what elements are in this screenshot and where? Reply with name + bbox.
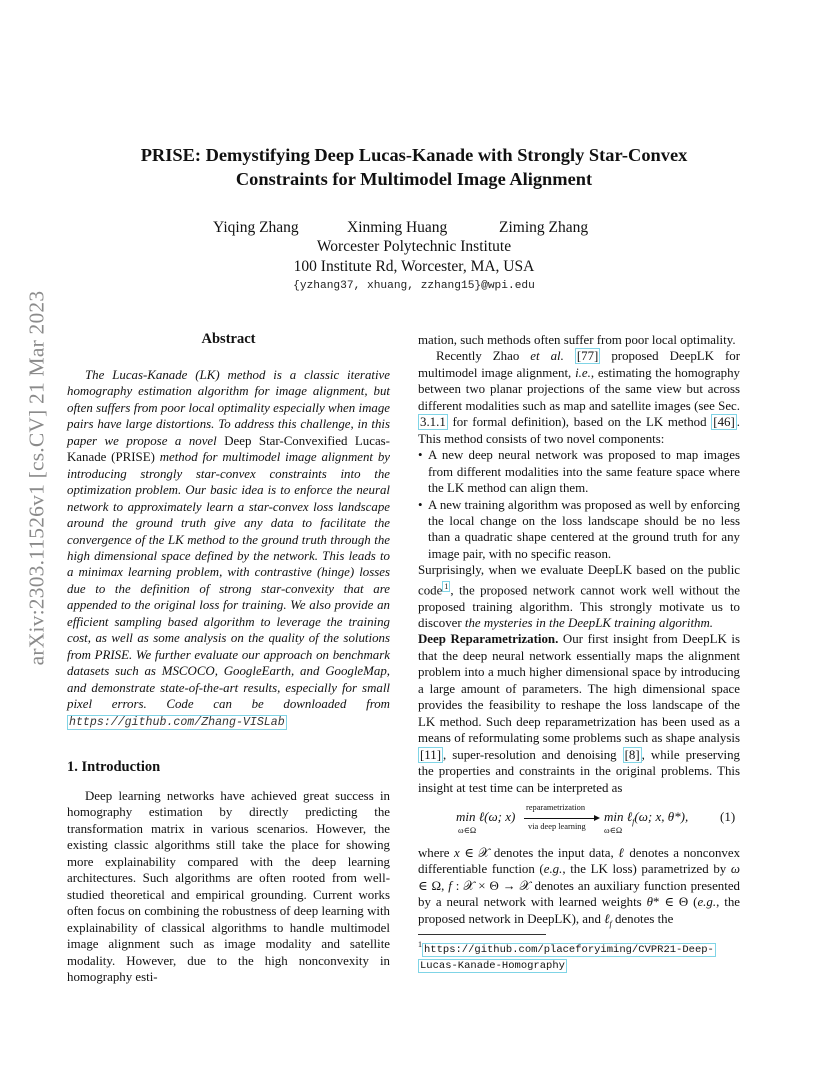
- text: Surprisingly, when we evaluate DeepLK based on the public code: [418, 563, 740, 598]
- intro-body: [67, 788, 390, 985]
- paper-title: [68, 143, 760, 191]
- author-3: Ziming Zhang: [499, 219, 589, 236]
- list-item-text: A new deep neural network was proposed to map images from different modalities into the same feature space where the LK method can align them.: [428, 448, 740, 496]
- paragraph-heading: Deep Reparametrization.: [418, 632, 559, 647]
- text: , the proposed network in DeepLK), and: [418, 895, 740, 926]
- equation-number: (1): [720, 809, 736, 824]
- footnote-ref-1[interactable]: 1: [444, 581, 449, 591]
- text: , while preserving the properties and constraints in the original problems. This insight at test time can be interpreted as: [418, 747, 740, 795]
- equation-1: [418, 805, 740, 841]
- bullet-icon: •: [418, 448, 423, 463]
- citation-11[interactable]: [11]: [420, 747, 441, 762]
- text-italic: the mysteries in the DeepLK training algorithm.: [464, 616, 714, 630]
- component-list: [418, 447, 740, 562]
- abstract-heading: Abstract: [201, 331, 256, 347]
- citation-46[interactable]: [46]: [713, 415, 735, 430]
- footnote-divider: [418, 934, 546, 935]
- right-column: [418, 332, 740, 796]
- section-ref-3-1-1[interactable]: 3.1.1: [420, 415, 446, 430]
- equation-lhs: min ℓ(ω; x): [456, 809, 516, 824]
- text: . This method consists of two novel components:: [418, 415, 740, 446]
- equation-lhs-subscript: ω∈Ω: [458, 825, 477, 835]
- text: denotes the: [611, 911, 674, 926]
- footnote-link-part-2[interactable]: Lucas-Kanade-Homography: [420, 959, 565, 972]
- author-1: Yiqing Zhang: [213, 219, 299, 236]
- text: where: [418, 846, 454, 860]
- text: Recently Zhao: [436, 349, 531, 364]
- footnote-1: [418, 937, 748, 974]
- text-italic: i.e.: [575, 365, 591, 380]
- text: proposed DeepLK for multimodel image alignment,: [418, 349, 740, 380]
- code-link[interactable]: https://github.com/Zhang-VISLab: [69, 715, 285, 729]
- equation-rhs: min ℓ$_f$(ω; x, θ*),: [604, 809, 689, 827]
- text: , super-resolution and denoising: [443, 747, 623, 762]
- affiliation: Worcester Polytechnic Institute: [316, 238, 512, 255]
- abstract-text-2: method for multimodel image alignment by introducing strongly star-convex constraints into the optimization problem. Our basic idea is to enforce the neural network to approximately learn a star-convex loss landscape around the ground truth give any data to facilitate the convergence of the LK method to the ground truth through the high dimensional space defined by the network. This leads to a minimax learning problem, with contrastive (hinge) losses due to the definition of strong star-convexity that are appended to the original loss for training. We also provide an efficient sampling based algorithm to leverage the training cost, as well as some analysis on the quality of the solutions from PRISE. We further evaluate our approach on benchmark datasets such as MSCOCO, GoogleEarth, and GoogleMap, and demonstrate state-of-the-art results, especially for small pixel errors. Code can be downloaded from: [67, 450, 390, 712]
- list-item: [418, 447, 740, 496]
- intro-paragraph: Deep learning networks have achieved great success in homography estimation by directly predicting the transformation matrix in various scenarios. However, the existing classic algorithms still take the place for showing more explainability compared with the deep learning architectures. Such algorithms are often rooted from well-studied theoretical and empirical grounding. Current works often focus on combining the robustness of deep learning with explainability of classical algorithms to handle multimodel image alignment such as image modality and satellite modality. However, due to the high nonconvexity in homography esti-: [67, 789, 390, 984]
- text-italic: et al.: [530, 349, 564, 364]
- text: (: [688, 895, 698, 910]
- title-line-2: Constraints for Multimodel Image Alignment: [235, 169, 593, 189]
- right-para-surprisingly: [418, 562, 740, 631]
- text: denotes a nonconvex differentiable function (: [418, 846, 741, 877]
- footnote-mark: 1: [418, 940, 422, 949]
- abstract-text-1: The Lucas-Kanade (LK) method is a classic iterative homography estimation algorithm for image alignment, but often suffers from poor local optimality especially when image pairs have large distortions. To address this challenge, in this paper we propose a novel: [67, 368, 390, 448]
- abstract-paragraph: [67, 367, 390, 731]
- citation-8[interactable]: [8]: [624, 747, 640, 762]
- arrow-line: [524, 818, 594, 819]
- equation-rhs-subscript: ω∈Ω: [604, 825, 623, 835]
- list-item: [418, 497, 740, 563]
- text-italic: e.g.: [697, 895, 717, 910]
- text: , the LK loss) parametrized by: [562, 862, 731, 877]
- author-emails: {yzhang37, xhuang, zzhang15}@wpi.edu: [293, 280, 535, 292]
- right-para-reparametrization: [418, 631, 740, 796]
- abstract-body: [67, 367, 390, 731]
- equation-rhs-min: min ℓ: [604, 809, 633, 824]
- list-item-text: A new training algorithm was proposed as well by enforcing the local change on the loss landscape should be no less than a quadratic shape centered at the ground truth for any image pair, with no specific reason.: [428, 497, 740, 561]
- text-italic: e.g.: [543, 862, 563, 877]
- arrow-label-top: reparametrization: [526, 803, 586, 812]
- arrow-head-icon: [594, 815, 600, 821]
- text: Our first insight from DeepLK is that the deep neural network essentially maps the alignment problem into a much higher dimensional space by introducing a large amount of parameters. The high dimensional space provides the feasibility to reshape the loss landscape of the LK method. Such deep reparametrization has been used as a means of reformulating some problems such as shape analysis: [418, 632, 741, 746]
- arrow-label-bottom: via deep learning: [528, 822, 586, 831]
- address: 100 Institute Rd, Worcester, MA, USA: [293, 258, 535, 275]
- text: denotes an auxiliary function presented by a neural network with learned weights: [418, 878, 740, 910]
- title-line-1: PRISE: Demystifying Deep Lucas-Kanade with Strongly Star-Convex: [140, 145, 688, 165]
- right-para-where: where x ∈ 𝒳 denotes the input data, ℓ denotes a nonconvex differentiable function (e.g., the LK loss) parametrized by ω ∈ Ω, f : 𝒳 × Θ → 𝒳 denotes an auxiliary function presented by a neural network with learned weights θ* ∈ Θ (e.g., the proposed network in DeepLK), and ℓ$_f$ denotes the: [418, 846, 741, 929]
- abstract-method-name: Deep Star-Convexified Lucas-Kanade (PRISE): [67, 433, 390, 465]
- arxiv-identifier: [22, 282, 52, 674]
- text: for formal definition), based on the LK method: [447, 415, 712, 430]
- author-2: Xinming Huang: [347, 219, 448, 236]
- right-para-deeplk: [418, 348, 740, 447]
- text: denotes the input data,: [489, 846, 619, 860]
- footnote-link-part-1[interactable]: https://github.com/placeforyiming/CVPR21-Deep-: [424, 943, 714, 956]
- right-column-after-equation: [418, 845, 740, 933]
- right-para-continuation: mation, such methods often suffer from poor local optimality.: [418, 333, 736, 347]
- section-heading-introduction: 1. Introduction: [67, 759, 161, 775]
- bullet-icon: •: [418, 497, 423, 512]
- citation-77[interactable]: [77]: [576, 349, 599, 364]
- equation-rhs-args: (ω; x, θ*),: [634, 809, 689, 824]
- arxiv-id-text: arXiv:2303.11526v1 [cs.CV] 21 Mar 2023: [24, 290, 49, 666]
- text: ,: [441, 878, 449, 893]
- text: , the proposed network cannot work well without the proposed training algorithm. This strongly motivate us to discover: [418, 583, 740, 630]
- text: , estimating the homography between two planar projections of the same view but across different modalities such as map and satellite images (see Sec.: [418, 365, 740, 413]
